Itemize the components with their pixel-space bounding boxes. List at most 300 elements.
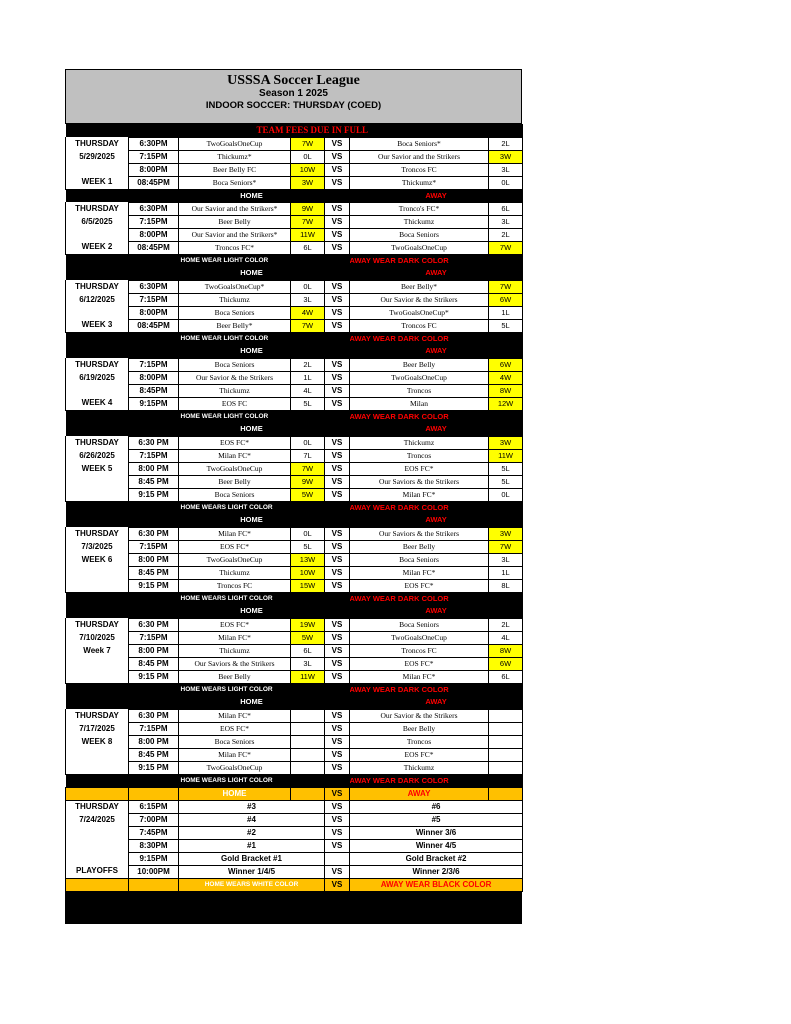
away-team: Our Savior & the Strikers [350,709,489,722]
week-label: WEEK 5 [66,462,129,475]
away-team: Milan FC* [350,670,489,683]
game-time: 7:15PM [129,358,179,371]
away-result: 6W [489,358,523,371]
bar-blank [325,267,350,280]
bar-blank [489,787,523,800]
bar-blank [66,787,129,800]
away-result [489,722,523,735]
away-team: Milan FC* [350,566,489,579]
vs-label: VS [325,280,350,293]
bar-blank [325,774,350,787]
bar-blank [66,774,179,787]
away-team: Thickumz [350,436,489,449]
game-row [66,566,523,579]
vs-label: VS [325,293,350,306]
away-seed: Winner 3/6 [350,826,523,839]
home-header: HOME [179,267,325,280]
away-team: Beer Belly [350,358,489,371]
away-color-note: AWAY WEAR DARK COLOR [350,683,523,696]
game-row [66,527,523,540]
vs-label: VS [325,644,350,657]
away-team: Troncos [350,449,489,462]
vs-label: VS [325,735,350,748]
home-team: Beer Belly [179,215,291,228]
game-time: 6:30 PM [129,436,179,449]
bar-blank [325,696,350,709]
away-team: Beer Belly [350,722,489,735]
week-label: WEEK 2 [66,241,129,254]
bar-blank [325,345,350,358]
away-team: Troncos [350,735,489,748]
home-seed: #1 [179,839,325,852]
game-row [66,475,523,488]
away-result: 5L [489,462,523,475]
vs-label: VS [325,397,350,410]
away-team: Boca Seniors [350,618,489,631]
bar-blank [129,787,179,800]
vs-label: VS [325,709,350,722]
home-team: Thickumz* [179,150,291,163]
bar-blank [66,410,179,423]
game-time: 6:30 PM [129,527,179,540]
vs-label: VS [325,163,350,176]
home-team: Beer Belly [179,670,291,683]
game-row [66,579,523,592]
away-team: Beer Belly [350,540,489,553]
home-result [291,735,325,748]
home-header: HOME [179,189,325,202]
away-team: Boca Seniors [350,553,489,566]
bar-blank [325,410,350,423]
game-row [66,540,523,553]
home-result: 3L [291,657,325,670]
home-header: HOME [179,605,325,618]
home-result: 0L [291,280,325,293]
week-label: WEEK 3 [66,319,129,332]
game-time: 08:45PM [129,319,179,332]
away-team: EOS FC* [350,748,489,761]
vs-label: VS [325,488,350,501]
bar-blank [66,592,179,605]
bar-blank [325,254,350,267]
home-result: 19W [291,618,325,631]
vs-label: VS [325,553,350,566]
home-team: TwoGoalsOneCup* [179,280,291,293]
game-row [66,163,523,176]
game-time: 8:00PM [129,306,179,319]
game-row [66,670,523,683]
home-team: Beer Belly [179,475,291,488]
away-team: Milan [350,397,489,410]
home-seed: #4 [179,813,325,826]
away-result: 11W [489,449,523,462]
game-time: 8:00 PM [129,735,179,748]
bar-blank [325,683,350,696]
game-row [66,137,523,150]
uniform-color-row [66,592,523,605]
home-team: Thickumz [179,293,291,306]
away-result [489,709,523,722]
bar-blank [66,124,129,137]
playoff-row [66,852,523,865]
away-result: 0L [489,176,523,189]
away-result: 6W [489,657,523,670]
away-result: 8W [489,644,523,657]
home-result: 7W [291,319,325,332]
away-result: 1L [489,306,523,319]
away-team: Our Savior and the Strikers [350,150,489,163]
game-time: 7:45PM [129,826,179,839]
home-result [291,761,325,774]
home-result: 7L [291,449,325,462]
date-label: 6/19/2025 [66,371,129,384]
date-label: 7/10/2025 [66,631,129,644]
vs-label: VS [325,579,350,592]
away-team: Our Saviors & the Strikers [350,475,489,488]
away-team: Boca Seniors* [350,137,489,150]
uniform-color-row [66,774,523,787]
day-cell-blank [66,384,129,397]
game-time: 7:15PM [129,722,179,735]
game-row [66,553,523,566]
day-cell-blank [66,566,129,579]
home-result: 7W [291,215,325,228]
bar-blank [66,267,179,280]
bar-blank [129,878,179,891]
game-row [66,306,523,319]
away-result: 2L [489,137,523,150]
away-result: 3L [489,163,523,176]
home-team: Boca Seniors [179,306,291,319]
day-cell-blank [66,826,129,839]
vs-label: VS [325,462,350,475]
game-time: 8:00PM [129,371,179,384]
home-team: EOS FC* [179,436,291,449]
week-label: WEEK 4 [66,397,129,410]
bar-blank [66,683,179,696]
away-team: Milan FC* [350,488,489,501]
bar-blank [66,189,179,202]
day-cell-blank [66,228,129,241]
game-time: 9:15PM [129,852,179,865]
vs-label: VS [325,813,350,826]
game-row [66,436,523,449]
game-row [66,371,523,384]
home-result: 1L [291,371,325,384]
game-time: 08:45PM [129,241,179,254]
away-result: 7W [489,280,523,293]
home-result: 7W [291,462,325,475]
away-team: Troncos FC [350,163,489,176]
away-header: AWAY [350,267,523,280]
game-row [66,735,523,748]
home-color-note: HOME WEARS WHITE COLOR [179,878,325,891]
home-color-note: HOME WEARS LIGHT COLOR [179,683,325,696]
bar-blank [325,514,350,527]
game-row [66,228,523,241]
away-seed: Winner 2/3/6 [350,865,523,878]
playoff-row [66,800,523,813]
away-result: 3W [489,436,523,449]
day-label: THURSDAY [66,800,129,813]
game-time: 9:15 PM [129,761,179,774]
home-result [291,722,325,735]
away-header: AWAY [350,696,523,709]
away-result: 4W [489,371,523,384]
home-color-note: HOME WEAR LIGHT COLOR [179,332,325,345]
game-time: 8:00 PM [129,644,179,657]
away-team: Troncos FC [350,644,489,657]
vs-label: VS [325,215,350,228]
game-row [66,722,523,735]
uniform-color-row [66,501,523,514]
home-team: EOS FC* [179,722,291,735]
away-team: Boca Seniors [350,228,489,241]
away-header: AWAY [350,345,523,358]
home-away-row [66,267,523,280]
game-row [66,631,523,644]
game-row [66,462,523,475]
home-header: HOME [179,423,325,436]
home-team: Our Savior and the Strikers* [179,228,291,241]
date-label: 7/17/2025 [66,722,129,735]
day-cell-blank [66,852,129,865]
away-team: TwoGoalsOneCup [350,371,489,384]
day-cell-blank [66,306,129,319]
vs-label: VS [325,631,350,644]
away-result: 2L [489,228,523,241]
home-team: Troncos FC* [179,241,291,254]
game-row [66,397,523,410]
home-result: 9W [291,202,325,215]
game-time: 8:45PM [129,384,179,397]
vs-label: VS [325,566,350,579]
week-label: WEEK 6 [66,553,129,566]
day-label: THURSDAY [66,436,129,449]
playoffs-label: PLAYOFFS [66,865,129,878]
away-team: Our Saviors & the Strikers [350,527,489,540]
away-team: TwoGoalsOneCup [350,241,489,254]
game-row [66,202,523,215]
away-team: Troncos FC [350,319,489,332]
week-label: Week 7 [66,644,129,657]
away-color-note: AWAY WEAR DARK COLOR [350,774,523,787]
game-row [66,709,523,722]
away-header: AWAY [350,514,523,527]
home-color-note: HOME WEAR LIGHT COLOR [179,254,325,267]
away-header: AWAY [350,605,523,618]
date-label: 6/5/2025 [66,215,129,228]
home-result: 9W [291,475,325,488]
away-result [489,761,523,774]
home-header: HOME [179,514,325,527]
away-seed: Winner 4/5 [350,839,523,852]
away-result: 8W [489,384,523,397]
date-label: 7/3/2025 [66,540,129,553]
home-team: Milan FC* [179,709,291,722]
day-label: THURSDAY [66,618,129,631]
day-cell-blank [66,670,129,683]
away-result: 2L [489,618,523,631]
vs-label: VS [325,527,350,540]
home-team: Our Savior and the Strikers* [179,202,291,215]
vs-label: VS [325,761,350,774]
bar-blank [325,592,350,605]
vs-label: VS [325,150,350,163]
home-result: 5W [291,631,325,644]
home-team: EOS FC* [179,618,291,631]
away-result: 3L [489,553,523,566]
game-time: 8:30PM [129,839,179,852]
game-time: 8:00 PM [129,462,179,475]
game-row [66,748,523,761]
vs-label: VS [325,176,350,189]
home-seed: #3 [179,800,325,813]
game-row [66,319,523,332]
bar-blank [66,254,179,267]
schedule-header [65,69,522,124]
bar-blank [325,605,350,618]
home-seed: Winner 1/4/5 [179,865,325,878]
home-result: 0L [291,150,325,163]
vs-label: VS [325,670,350,683]
game-time: 7:15PM [129,631,179,644]
week-label: WEEK 8 [66,735,129,748]
game-row [66,488,523,501]
away-result [489,748,523,761]
home-team: Beer Belly FC [179,163,291,176]
game-row [66,176,523,189]
away-result: 7W [489,241,523,254]
playoff-row [66,826,523,839]
game-row [66,150,523,163]
uniform-color-row [66,254,523,267]
home-result: 3L [291,293,325,306]
home-team: Beer Belly* [179,319,291,332]
game-time: 6:30PM [129,202,179,215]
away-result: 4L [489,631,523,644]
bar-blank [66,605,179,618]
uniform-color-row [66,332,523,345]
bar-blank [66,332,179,345]
away-team: Our Savior & the Strikers [350,293,489,306]
vs-label: VS [325,865,350,878]
away-team: Thickumz [350,215,489,228]
away-color-note: AWAY WEAR DARK COLOR [350,332,523,345]
date-label: 6/26/2025 [66,449,129,462]
away-team: EOS FC* [350,657,489,670]
game-row [66,241,523,254]
vs-label: VS [325,540,350,553]
away-color-note: AWAY WEAR DARK COLOR [350,410,523,423]
vs-label: VS [325,826,350,839]
schedule-sheet [65,69,522,924]
day-cell-blank [66,475,129,488]
home-away-row [66,423,523,436]
game-time: 7:15PM [129,215,179,228]
game-row [66,761,523,774]
bar-blank [66,423,179,436]
home-result: 6L [291,644,325,657]
game-time: 8:45 PM [129,657,179,670]
vs-label: VS [325,618,350,631]
home-result: 11W [291,670,325,683]
home-result: 15W [291,579,325,592]
away-result [489,735,523,748]
vs-label: VS [325,475,350,488]
game-row [66,280,523,293]
away-result: 6L [489,202,523,215]
game-time: 10:00PM [129,865,179,878]
home-color-note: HOME WEARS LIGHT COLOR [179,774,325,787]
date-label: 7/24/2025 [66,813,129,826]
away-result: 5L [489,475,523,488]
day-cell-blank [66,839,129,852]
uniform-color-row [66,683,523,696]
home-team: EOS FC* [179,540,291,553]
bar-blank [66,345,179,358]
home-result: 10W [291,163,325,176]
vs-label: VS [325,384,350,397]
playoffs-header-row [66,787,523,800]
home-result: 13W [291,553,325,566]
game-time: 8:45 PM [129,566,179,579]
vs-label: VS [325,202,350,215]
away-result: 7W [489,540,523,553]
game-time: 7:15PM [129,150,179,163]
vs-label: VS [325,839,350,852]
game-time: 6:30PM [129,137,179,150]
home-header: HOME [179,345,325,358]
home-color-note: HOME WEARS LIGHT COLOR [179,501,325,514]
home-result [291,709,325,722]
game-row [66,384,523,397]
away-result: 0L [489,488,523,501]
home-team: Boca Seniors* [179,176,291,189]
day-cell-blank [66,657,129,670]
date-label: 5/29/2025 [66,150,129,163]
season-label: Season 1 2025 [259,88,328,99]
away-team: EOS FC* [350,462,489,475]
game-time: 7:00PM [129,813,179,826]
playoffs-home-header: HOME [179,787,291,800]
home-team: Thickumz [179,644,291,657]
vs-label: VS [325,358,350,371]
game-time: 6:30 PM [129,709,179,722]
game-row [66,449,523,462]
game-time: 8:00 PM [129,553,179,566]
uniform-color-row [66,410,523,423]
game-row [66,358,523,371]
day-label: THURSDAY [66,280,129,293]
away-result: 6W [489,293,523,306]
away-seed: #5 [350,813,523,826]
home-team: Milan FC* [179,748,291,761]
date-label: 6/12/2025 [66,293,129,306]
away-seed: Gold Bracket #2 [350,852,523,865]
away-result: 1L [489,566,523,579]
fees-banner: TEAM FEES DUE IN FULL [179,124,523,137]
home-team: TwoGoalsOneCup [179,137,291,150]
home-away-row [66,696,523,709]
home-color-note: HOME WEAR LIGHT COLOR [179,410,325,423]
home-away-row [66,345,523,358]
day-label: THURSDAY [66,527,129,540]
away-color-note: AWAY WEAR BLACK COLOR [350,878,523,891]
home-team: Boca Seniors [179,488,291,501]
vs-label: VS [325,371,350,384]
game-time: 9:15 PM [129,579,179,592]
